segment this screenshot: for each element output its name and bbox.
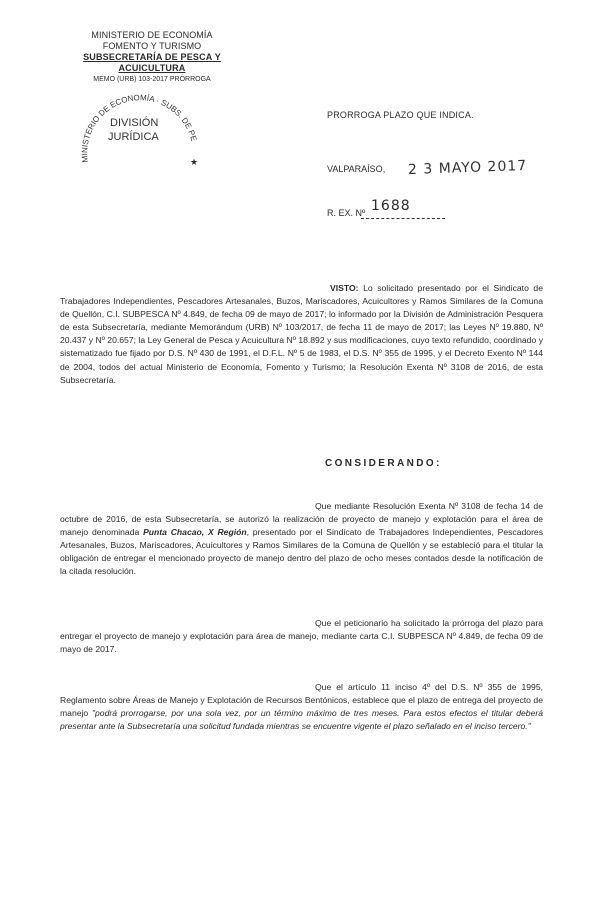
document-subject: PRORROGA PLAZO QUE INDICA.: [327, 110, 474, 120]
memo-reference: MEMO (URB) 103-2017 PRÓRROGA: [93, 76, 211, 83]
letterhead: [52, 30, 252, 85]
seal-center-line2: JURÍDICA: [108, 131, 159, 143]
ministry-line: MINISTERIO DE ECONOMÍA: [91, 30, 213, 40]
ministry-subline: FOMENTO Y TURISMO: [102, 41, 202, 51]
date-line: [327, 157, 528, 179]
star-icon: ★: [190, 157, 199, 167]
stamped-date: 2 3 MAYO 2017: [407, 157, 528, 179]
considerando-paragraph-2: [60, 617, 543, 656]
seal-ring-text: MINISTERIO DE ECONOMÍA · SUBS. DE PESCA Y ACUICULTURA: [79, 77, 199, 163]
considerando-paragraph-1: [60, 500, 543, 579]
visto-label: VISTO:: [330, 283, 359, 293]
c1-text-a: Que mediante Resolución Exenta Nº 3108 de fecha 14 de octubre de 2016, de esta Subsecretaría, se autorizó la realización de proyecto de manejo y explotación para el área de manejo denominada: [60, 501, 543, 538]
rex-number: 1688: [371, 198, 411, 214]
visto-text: Lo solicitado presentado por el Sindicato de Trabajadores Independientes, Pescadores Artesanales, Buzos, Mariscadores, Acuicultores y Ramos Similares de la Comuna de Quellón, C.I. SUBPESCA Nº 4.849, de fecha 09 de mayo de 2017; lo informado por la División de Administración Pesquera de esta Subsecretaría, mediante Memorándum (URB) Nº 103/2017, de fecha 11 de mayo de 2017; las Leyes Nº 19.880, Nº 20.437 y Nº 20.657; la Ley General de Pesca y Acuicultura Nº 18.892 y sus modificaciones, cuyo texto refundido, coordinado y sistematizado fue fijado por D.S. Nº 430 de 1991, el D.F.L. Nº 5 de 1983, el D.S. Nº 355 de 1995, y el Decreto Exento Nº 144 de 2004, todos del actual Ministerio de Economía, Fomento y Turismo; la Resolución Exenta Nº 3108 de 2016, de esta Subsecretaría.: [60, 283, 543, 385]
seal-center-line1: DIVISIÓN: [110, 117, 159, 129]
c3-quote: "podrá prorrogarse, por una sola vez, por un término máximo de tres meses. Para estos efectos el titular deberá presentar ante la Subsecretaría una solicitud fundada mientras se encuentre vigente el plazo señalado en el inciso tercero.": [60, 708, 543, 732]
rex-label: R. EX. Nº: [327, 208, 366, 218]
visto-paragraph: [60, 282, 543, 387]
area-name: Punta Chacao, X Región: [143, 527, 247, 538]
c3-text: Que el artículo 11 inciso 4º del D.S. Nº 355 de 1995, Reglamento sobre Áreas de Manejo y Explotación de Recursos Bentónicos, establece que el plazo de entrega del proyecto de manejo: [60, 682, 543, 719]
considerando-paragraph-3: [60, 681, 543, 733]
place-label: VALPARAÍSO,: [327, 164, 386, 174]
resolution-number: [327, 198, 411, 218]
subsecretariat-line: SUBSECRETARÍA DE PESCA Y ACUICULTURA: [83, 52, 221, 73]
rex-underline: [361, 218, 445, 219]
considerando-heading: CONSIDERANDO:: [325, 458, 442, 469]
c1-text-b: , presentado por el Sindicato de Trabajadores Independientes, Pescadores Artesanales, Buzos, Mariscadores, Acuicultores y Ramos Similares de la Comuna de Quellón y se estableció para el titular la obligación de entregar el mencionado proyecto de manejo dentro del plazo de ocho meses contados desde la notificación de la citada resolución.: [60, 527, 544, 577]
c2-text: Que el peticionario ha solicitado la prórroga del plazo para entregar el proyecto de manejo y explotación para área de manejo, mediante carta C.I. SUBPESCA Nº 4.849, de fecha 09 de mayo de 2017.: [60, 618, 543, 655]
